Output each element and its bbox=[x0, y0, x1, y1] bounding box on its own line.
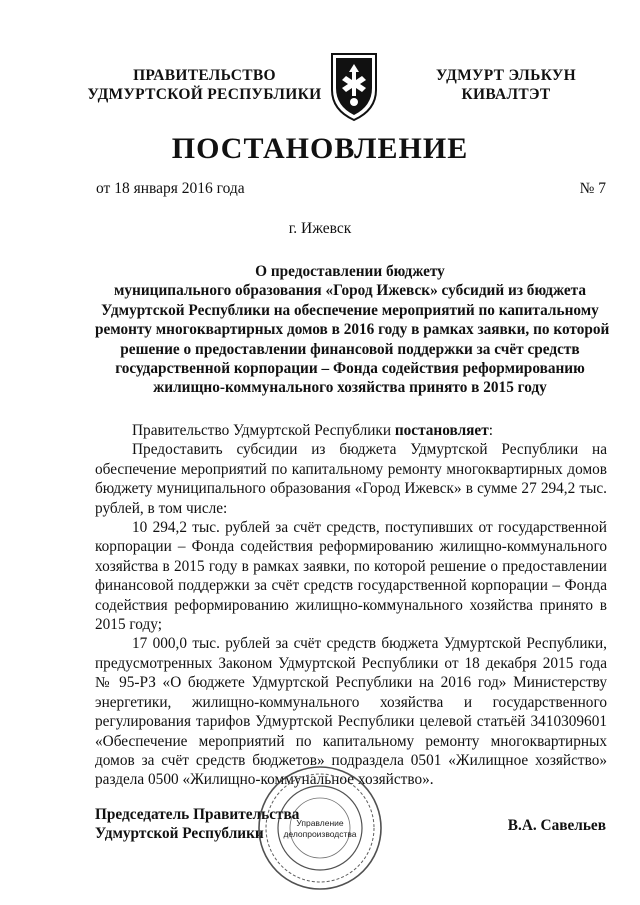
header-right-line2: КИВАЛТЭТ bbox=[461, 86, 551, 103]
coat-of-arms-icon bbox=[326, 50, 382, 122]
subject-line: жилищно-коммунального хозяйства принято в 2015 году bbox=[153, 379, 547, 397]
body-paragraph-3: 17 000,0 тыс. рублей за счёт средств бюджета Удмуртской Республики, предусмотренных Законом Удмуртской Республики от 18 декабря 2015 года № 95-РЗ «О бюджете Удмуртской Республики на 2016 год» Министерству энергетики, жилищно-коммунального хозяйства и государственного регулирования тарифов Удмуртской Республики целевой статьёй 3410309601 «Обеспечение мероприятий по капитальному ремонту многоквартирных домов за счёт средств бюджетов» подраздела 0501 «Жилищное хозяйство» раздела 0500 «Жилищно-коммунальное хозяйство». bbox=[95, 635, 607, 789]
document-city: г. Ижевск bbox=[288, 220, 352, 237]
document-body bbox=[95, 421, 607, 790]
intro-text: Правительство Удмуртской Республики bbox=[132, 422, 395, 439]
signature-name: В.А. Савельев bbox=[507, 817, 606, 834]
signature-position-line2: Удмуртской Республики bbox=[95, 825, 264, 843]
intro-keyword: постановляет bbox=[394, 422, 489, 439]
document-title: ПОСТАНОВЛЕНИЕ bbox=[171, 132, 469, 165]
subject-line: О предоставлении бюджету bbox=[255, 263, 445, 280]
subject-line: Удмуртской Республики на обеспечение мероприятий по капитальному bbox=[101, 301, 599, 319]
subject-line: ремонту многоквартирных домов в 2016 году в рамках заявки, по которой bbox=[95, 321, 610, 339]
header-udmurt bbox=[426, 66, 586, 104]
document-date: от 18 января 2016 года bbox=[96, 180, 245, 197]
stamp-line2: делопроизводства bbox=[283, 829, 357, 839]
header-right-line1: УДМУРТ ЭЛЬКУН bbox=[436, 67, 576, 84]
body-intro bbox=[95, 421, 607, 440]
signature-position-line1: Председатель Правительства bbox=[95, 806, 300, 823]
document-subject bbox=[95, 262, 610, 398]
official-stamp-icon bbox=[256, 764, 384, 892]
body-paragraph-2: 10 294,2 тыс. рублей за счёт средств, поступивших от государственной корпорации – Фонда содействия реформированию жилищно-коммунального хозяйства в 2015 году в рамках заявки, по которой решение о предоставлении финансовой поддержки за счёт средств государственной корпорации – Фонда содействия реформированию жилищно-коммунального хозяйства принято в 2015 году; bbox=[95, 519, 607, 634]
header-left-line1: ПРАВИТЕЛЬСТВО bbox=[133, 67, 276, 84]
subject-line: государственной корпорации – Фонда содействия реформированию bbox=[115, 360, 585, 378]
header-left-line2: УДМУРТСКОЙ РЕСПУБЛИКИ bbox=[87, 86, 322, 103]
subject-line: решение о предоставлении финансовой поддержки за счёт средств bbox=[120, 340, 580, 358]
intro-colon: : bbox=[488, 422, 493, 439]
header-russian bbox=[82, 66, 327, 104]
stamp-line1: Управление bbox=[296, 818, 344, 828]
subject-line: муниципального образования «Город Ижевск» субсидий из бюджета bbox=[113, 282, 587, 300]
body-paragraph-1: Предоставить субсидии из бюджета Удмуртской Республики на обеспечение мероприятий по капитальному ремонту многоквартирных домов бюджету муниципального образования «Город Ижевск» в сумме 27 294,2 тыс. рублей, в том числе: bbox=[95, 441, 607, 517]
document-number: № 7 bbox=[579, 180, 606, 197]
